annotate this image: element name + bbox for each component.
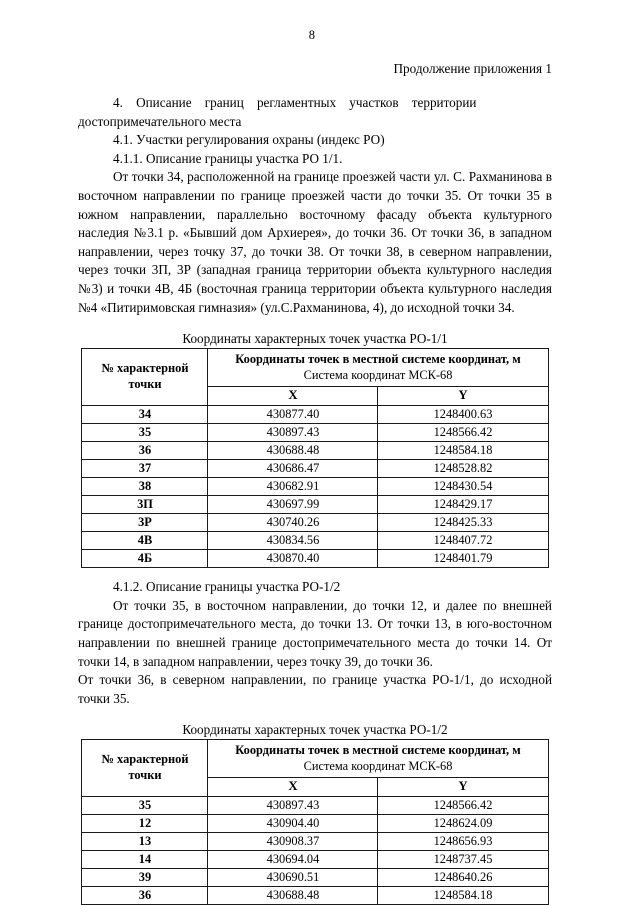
cell-y: 1248407.72 xyxy=(378,532,548,550)
table1-caption: Координаты характерных точек участка РО-1/1 xyxy=(182,331,448,347)
table-row xyxy=(82,496,548,514)
cell-y: 1248584.18 xyxy=(378,442,548,460)
paragraph-4-1-1: От точки 34, расположенной на границе проезжей части ул. С. Рахманинова в восточном направлении по границе проезжей части до точки 35. От точки 35 в южном направлении, параллельно восточному фасаду объекта культурного наследия №3.1 р. «Бывший дом Архиерея», до точки 36. От точки 36, в западном направлении, через точку 37, до точки 38. От точки 38, в северном направлении, через точки 3П, 3Р (западная граница территории объекта культурного наследия №3) и точки 4В, 4Б (восточная граница территории объекта культурного наследия №4 «Питиримовская гимназия» (ул.С.Рахманинова, 4), до исходной точки 34. xyxy=(78,169,552,315)
table-row xyxy=(82,442,548,460)
cell-x: 430686.47 xyxy=(208,460,378,478)
table-row xyxy=(82,851,548,869)
cell-y: 1248656.93 xyxy=(378,833,548,851)
heading-section-4-1-1: 4.1.1. Описание границы участка РО 1/1. xyxy=(113,150,343,166)
cell-point: 34 xyxy=(82,406,208,424)
continuation-note: Продолжение приложения 1 xyxy=(393,61,552,76)
table-row xyxy=(82,797,548,815)
header-x: X xyxy=(208,387,378,406)
header-coordinates xyxy=(208,740,548,778)
paragraph-4-1-2-b: От точки 36, в северном направлении, по границе участка РО-1/1, до исходной точки 35. xyxy=(78,672,552,706)
table-row xyxy=(82,887,548,905)
cell-y: 1248584.18 xyxy=(378,887,548,905)
cell-x: 430897.43 xyxy=(208,424,378,442)
cell-point: 39 xyxy=(82,869,208,887)
cell-y: 1248401.79 xyxy=(378,550,548,568)
cell-y: 1248528.82 xyxy=(378,460,548,478)
cell-y: 1248429.17 xyxy=(378,496,548,514)
table-row xyxy=(82,478,548,496)
cell-point: 12 xyxy=(82,815,208,833)
cell-y: 1248624.09 xyxy=(378,815,548,833)
table-row xyxy=(82,424,548,442)
header-coordinates-system: Система координат МСК-68 xyxy=(303,367,453,382)
cell-x: 430904.40 xyxy=(208,815,378,833)
table-row xyxy=(82,869,548,887)
cell-point: 3П xyxy=(82,496,208,514)
page-number: 8 xyxy=(308,28,316,42)
cell-point: 3Р xyxy=(82,514,208,532)
header-point-number: № характерной точки xyxy=(82,349,208,406)
table-header-row xyxy=(82,349,548,387)
header-y: Y xyxy=(378,778,548,797)
cell-x: 430870.40 xyxy=(208,550,378,568)
cell-y: 1248430.54 xyxy=(378,478,548,496)
table-row xyxy=(82,460,548,478)
table-row xyxy=(82,514,548,532)
cell-x: 430834.56 xyxy=(208,532,378,550)
cell-point: 13 xyxy=(82,833,208,851)
cell-point: 38 xyxy=(82,478,208,496)
cell-point: 4Б xyxy=(82,550,208,568)
cell-y: 1248737.45 xyxy=(378,851,548,869)
paragraph-4-1-2-a: От точки 35, в восточном направлении, до точки 12, и далее по внешней границе достопримечательного места, до точки 13. От точки 13, в юго-восточном направлении по внешней границе достопримечательного места до точки 14. От точки 14, в западном направлении, через точку 39, до точки 36. xyxy=(78,597,552,669)
header-coordinates-main: Координаты точек в местной системе координат, м xyxy=(235,352,521,367)
header-x: X xyxy=(208,778,378,797)
cell-point: 37 xyxy=(82,460,208,478)
cell-point: 35 xyxy=(82,797,208,815)
table-row xyxy=(82,815,548,833)
cell-y: 1248425.33 xyxy=(378,514,548,532)
cell-x: 430682.91 xyxy=(208,478,378,496)
header-coordinates-main: Координаты точек в местной системе координат, м xyxy=(235,743,521,758)
cell-point: 36 xyxy=(82,442,208,460)
table2-body xyxy=(82,797,548,905)
cell-x: 430688.48 xyxy=(208,442,378,460)
cell-y: 1248566.42 xyxy=(378,797,548,815)
header-coordinates-system: Система координат МСК-68 xyxy=(303,758,453,773)
coordinates-table-ro-1-1 xyxy=(81,348,548,568)
cell-point: 36 xyxy=(82,887,208,905)
heading-section-4-1: 4.1. Участки регулирования охраны (индекс РО) xyxy=(113,132,385,148)
heading-section-4-1-2: 4.1.2. Описание границы участка РО-1/2 xyxy=(113,579,341,595)
table-row xyxy=(82,532,548,550)
table-row xyxy=(82,406,548,424)
cell-x: 430697.99 xyxy=(208,496,378,514)
cell-x: 430690.51 xyxy=(208,869,378,887)
header-point-number: № характерной точки xyxy=(82,740,208,797)
cell-x: 430877.40 xyxy=(208,406,378,424)
page-content xyxy=(78,28,552,905)
header-coordinates xyxy=(208,349,548,387)
table-header-row xyxy=(82,740,548,778)
cell-point: 14 xyxy=(82,851,208,869)
cell-y: 1248640.26 xyxy=(378,869,548,887)
coordinates-table-ro-1-2 xyxy=(81,739,548,905)
table2-caption: Координаты характерных точек участка РО-1/2 xyxy=(182,722,448,738)
cell-x: 430740.26 xyxy=(208,514,378,532)
cell-x: 430908.37 xyxy=(208,833,378,851)
table-row xyxy=(82,550,548,568)
table1-body xyxy=(82,406,548,568)
cell-point: 35 xyxy=(82,424,208,442)
heading-section-4: 4. Описание границ регламентных участков территории достопримечательного места xyxy=(78,95,477,129)
cell-x: 430694.04 xyxy=(208,851,378,869)
table-row xyxy=(82,833,548,851)
cell-point: 4В xyxy=(82,532,208,550)
cell-x: 430897.43 xyxy=(208,797,378,815)
section-spacer xyxy=(78,568,552,578)
cell-y: 1248400.63 xyxy=(378,406,548,424)
header-y: Y xyxy=(378,387,548,406)
cell-y: 1248566.42 xyxy=(378,424,548,442)
cell-x: 430688.48 xyxy=(208,887,378,905)
